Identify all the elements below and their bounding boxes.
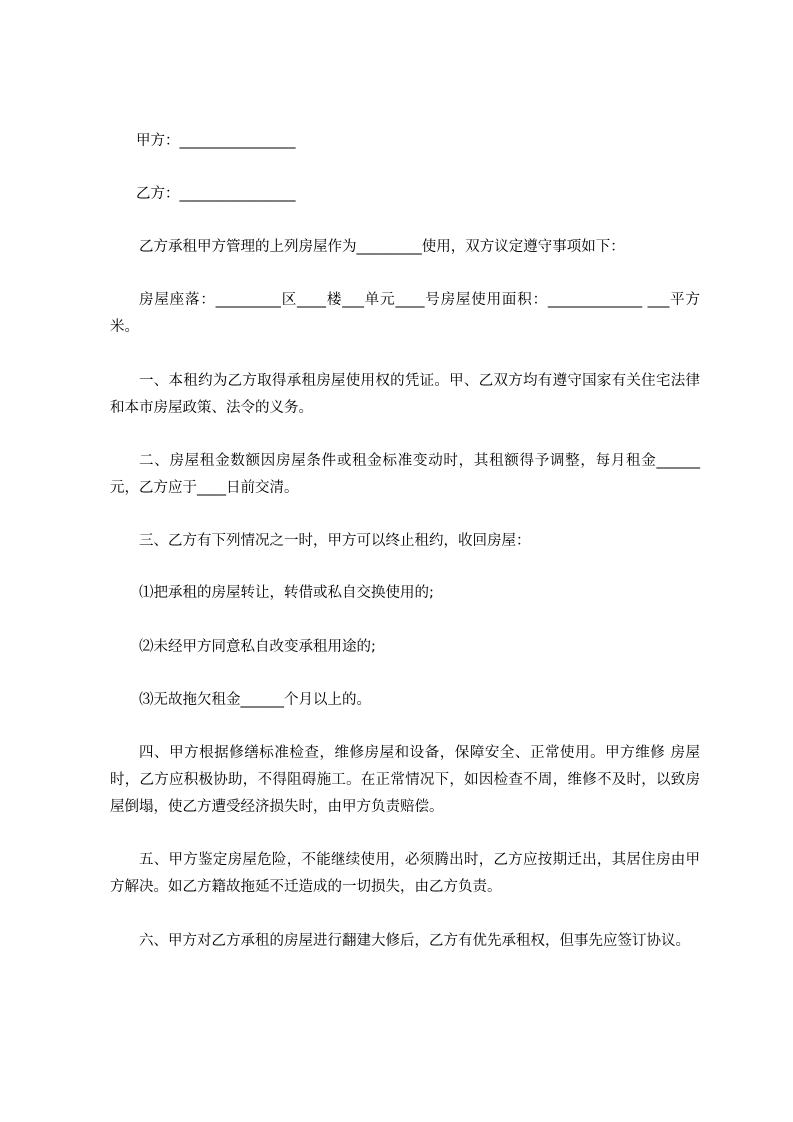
clause-3-item-3: ⑶无故拖欠租金______个月以上的。 (139, 692, 371, 708)
party-b-line: 乙方：________________ (136, 186, 296, 202)
clause-3-item-1: ⑴把承租的房屋转让，转借或私自交换使用的; (139, 585, 434, 601)
clause-5: 五、甲方鉴定房屋危险，不能继续使用，必须腾出时，乙方应按期迁出，其居住房由甲方解决。如乙方籍故拖延不迁造成的一切损失，由乙方负责。 (110, 852, 700, 895)
intro-paragraph: 乙方承租甲方管理的上列房屋作为_________使用，双方议定遵守事项如下： (139, 239, 625, 255)
location-paragraph: 房屋座落：_________区____楼___单元____号房屋使用面积：_____________ ___平方米。 (110, 292, 700, 335)
clause-2: 二、房屋租金数额因房屋条件或租金标准变动时，其租额得予调整，每月租金______元，乙方应于____日前交清。 (110, 453, 700, 496)
clause-4: 四、甲方根据修缮标准检查，维修房屋和设备，保障安全、正常使用。甲方维修 房屋时，乙方应积极协助，不得阻碍施工。在正常情况下，如因检查不周，维修不及时，以致房屋倒塌，使乙方遭受经济损失时，由甲方负责赔偿。 (110, 745, 700, 815)
party-a-line: 甲方：________________ (136, 133, 296, 149)
clause-3: 三、乙方有下列情况之一时，甲方可以终止租约，收回房屋： (139, 533, 531, 549)
clause-6: 六、甲方对乙方承租的房屋进行翻建大修后，乙方有优先承租权，但事先应签订协议。 (139, 933, 690, 949)
clause-3-item-2: ⑵未经甲方同意私自改变承租用途的; (139, 639, 376, 655)
clause-1: 一、本租约为乙方取得承租房屋使用权的凭证。甲、乙双方均有遵守国家有关住宅法律和本市房屋政策、法令的义务。 (110, 373, 700, 416)
